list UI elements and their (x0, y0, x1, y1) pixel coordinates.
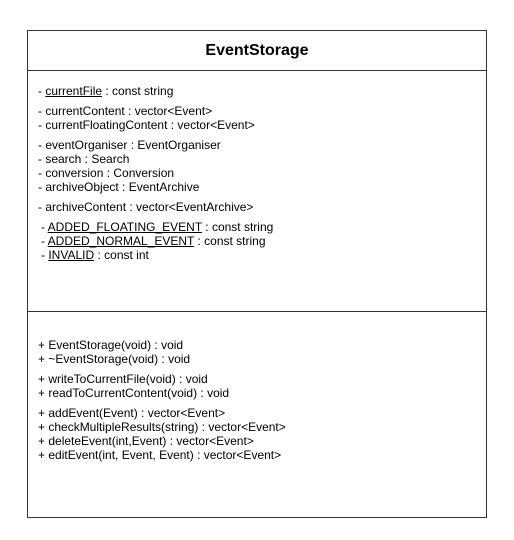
attribute-event-organiser: - eventOrganiser : EventOrganiser (38, 138, 221, 152)
attribute-group-constants (38, 220, 486, 262)
class-name-header (28, 31, 486, 71)
class-name: EventStorage (205, 41, 309, 59)
operations-compartment (28, 312, 486, 462)
attribute-type: : const string (201, 220, 274, 234)
attribute-name-static: ADDED_FLOATING_EVENT (47, 220, 202, 234)
operation-write-to-current-file: + writeToCurrentFile(void) : void (38, 372, 208, 386)
attribute-visibility: - (41, 220, 48, 234)
attribute-current-file (38, 84, 486, 98)
attribute-type: : const int (94, 248, 149, 262)
attribute-type: : const string (194, 234, 266, 248)
attribute-visibility: - (41, 248, 49, 262)
attribute-search: - search : Search (38, 152, 130, 166)
operation-add-event: + addEvent(Event) : vector<Event> (38, 406, 226, 420)
attribute-conversion: - conversion : Conversion (38, 166, 175, 180)
attribute-visibility: - (38, 84, 46, 98)
operation-destructor: + ~EventStorage(void) : void (38, 352, 191, 366)
attribute-group-objects (38, 138, 486, 194)
attributes-compartment (28, 71, 486, 312)
attribute-current-floating-content: - currentFloatingContent : vector<Event> (38, 118, 255, 132)
attribute-name-static: currentFile (45, 84, 103, 98)
attribute-group-file (38, 84, 486, 98)
operation-check-multiple-results: + checkMultipleResults(string) : vector<Event> (38, 420, 286, 434)
operation-edit-event: + editEvent(int, Event, Event) : vector<Event> (38, 448, 282, 462)
operation-delete-event: + deleteEvent(int,Event) : vector<Event> (38, 434, 254, 448)
operation-group-lifecycle (38, 338, 486, 366)
attribute-added-normal-event (38, 234, 486, 248)
attribute-archive-content: - archiveContent : vector<EventArchive> (38, 200, 254, 214)
attribute-type: : const string (102, 84, 174, 98)
attribute-name-static: INVALID (48, 248, 95, 262)
attribute-group-archive (38, 200, 486, 214)
operation-group-events (38, 406, 486, 462)
attribute-added-floating-event (38, 220, 486, 234)
operation-constructor: + EventStorage(void) : void (38, 338, 184, 352)
operation-read-to-current-content: + readToCurrentContent(void) : void (38, 386, 230, 400)
attribute-visibility: - (41, 234, 48, 248)
attribute-archive-object: - archiveObject : EventArchive (38, 180, 200, 194)
uml-class-box (27, 30, 487, 518)
attribute-name-static: ADDED_NORMAL_EVENT (47, 234, 195, 248)
attribute-group-content (38, 104, 486, 132)
attribute-invalid (38, 248, 486, 262)
attribute-current-content: - currentContent : vector<Event> (38, 104, 213, 118)
operation-group-io (38, 372, 486, 400)
